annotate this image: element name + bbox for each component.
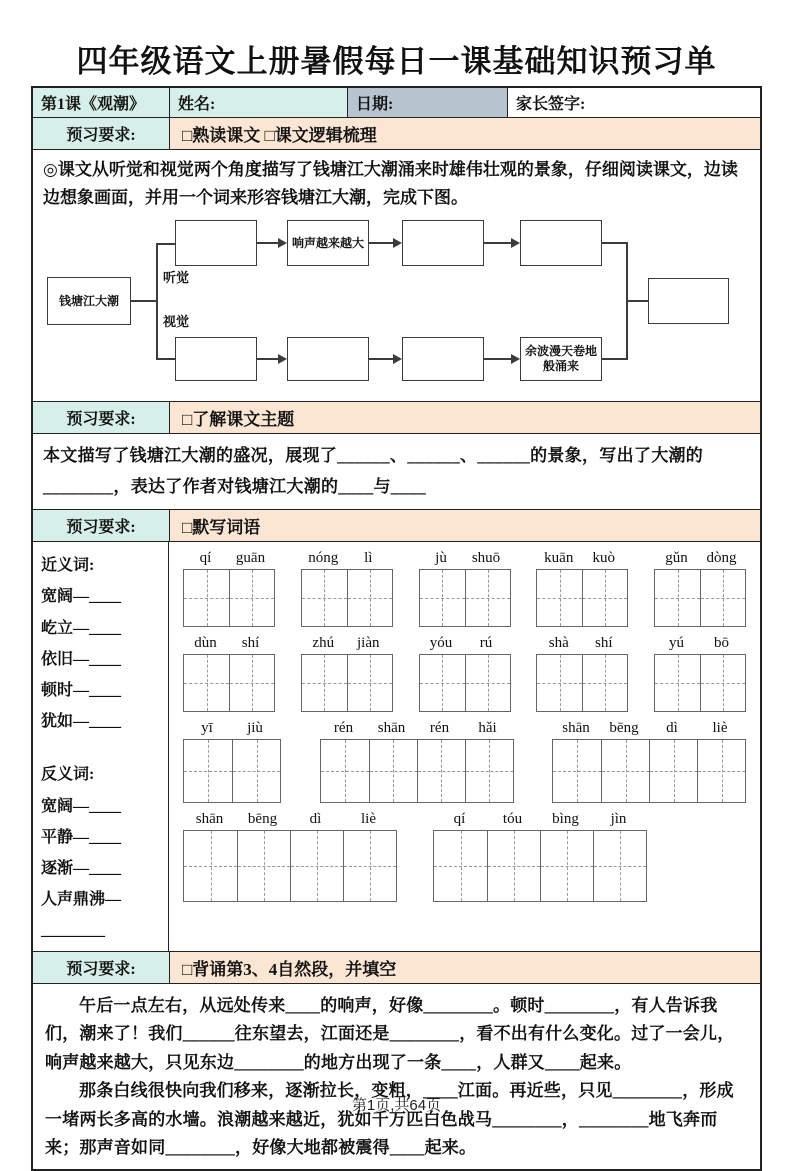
pinyin-syllable: yú: [669, 635, 684, 652]
recite-row: [33, 983, 760, 1169]
pinyin-syllable: dùn: [194, 635, 217, 652]
worksheet-table: [31, 86, 762, 1171]
grid-cell: [302, 570, 347, 626]
grid-cell: [232, 740, 280, 802]
pinyin-label: [301, 635, 393, 654]
pinyin-syllable: shí: [241, 635, 260, 652]
char-grid-box: [301, 654, 393, 712]
synonym-list: [41, 581, 162, 737]
pinyin-syllable: liè: [712, 720, 728, 737]
char-grid-box: [301, 569, 393, 627]
synonym-title: 近义词:: [41, 557, 95, 575]
pinyin-syllable: dòng: [706, 550, 737, 567]
char-grid-box: [419, 569, 511, 627]
pinyin-syllable: lì: [364, 550, 373, 567]
flow-arrow: [369, 358, 394, 360]
word-grid: [169, 542, 760, 950]
connector-line: [131, 300, 156, 302]
grid-cell: [649, 740, 697, 802]
word-block: [183, 635, 275, 712]
parent-sign-field: 家长签字:: [507, 88, 760, 117]
theme-paragraph: 本文描写了钱塘江大潮的盛况，展现了______、______、______的景象，写出了大潮的________，表达了作者对钱塘江大潮的____与____: [33, 434, 760, 509]
char-grid-box: [419, 654, 511, 712]
pinyin-syllable: bō: [714, 635, 729, 652]
antonym-list: [41, 791, 162, 947]
word-block: [320, 720, 514, 803]
req-text-recite: □背诵第3、4自然段，并填空: [169, 952, 760, 983]
pinyin-label: [536, 635, 628, 654]
synonym-item: 宽阔—____: [41, 588, 122, 606]
pinyin-syllable: shà: [548, 635, 569, 652]
char-grid-box: [183, 654, 275, 712]
req-label: 预习要求:: [33, 510, 169, 541]
char-grid-box: [552, 739, 746, 803]
pinyin-syllable: rén: [429, 720, 450, 737]
word-block: [536, 550, 628, 627]
grid-cell: [290, 831, 343, 901]
grid-cell: [465, 655, 510, 711]
diagram-box-empty: [175, 220, 257, 266]
pinyin-syllable: hǎi: [478, 720, 497, 737]
char-grid-box: [183, 739, 281, 803]
antonym-title: 反义词:: [41, 766, 95, 784]
pinyin-label: [552, 720, 746, 739]
req-text-read: □熟读课文 □课文逻辑梳理: [169, 118, 760, 149]
grid-cell: [537, 570, 582, 626]
synonym-item: 顿时—____: [41, 682, 122, 699]
connector-line: [602, 358, 626, 360]
lesson-cell: 第1课《观潮》: [33, 88, 169, 117]
name-field: 姓名:: [169, 88, 347, 117]
char-grid-box: [536, 654, 628, 712]
grid-cell: [343, 831, 396, 901]
grid-cell: [237, 831, 290, 901]
arrow-right-icon: [278, 354, 287, 364]
grid-cell: [184, 740, 232, 802]
word-block: [419, 635, 511, 712]
synonym-item: 犹如—____: [41, 713, 122, 731]
grid-cell: [434, 831, 487, 901]
pinyin-syllable: bēng: [247, 811, 278, 828]
diagram-box-empty: [402, 220, 484, 266]
pinyin-syllable: shān: [377, 720, 406, 737]
grid-cell: [465, 740, 513, 802]
pinyin-syllable: yī: [201, 720, 213, 737]
connector-line: [602, 242, 626, 244]
grid-cell: [601, 740, 649, 802]
grid-cell: [420, 570, 465, 626]
pinyin-syllable: jiàn: [357, 635, 380, 652]
grid-cell: [700, 570, 745, 626]
grid-cell: [537, 655, 582, 711]
char-grid-box: [433, 830, 647, 902]
flow-arrow: [257, 242, 279, 244]
pinyin-syllable: kuān: [544, 550, 574, 567]
diagram-label-vision: 视觉: [163, 314, 190, 330]
page-footer: 第1页,共64页: [351, 1097, 442, 1114]
grid-cell: [465, 570, 510, 626]
pinyin-syllable: shān: [562, 720, 590, 737]
synonym-item: 屹立—____: [41, 619, 122, 637]
requirement-row-3: [33, 509, 760, 541]
pinyin-label: [654, 635, 746, 654]
char-grid-box: [320, 739, 514, 803]
grid-cell: [229, 570, 274, 626]
requirement-row-4: [33, 951, 760, 983]
arrow-right-icon: [393, 238, 402, 248]
flow-diagram: [33, 215, 760, 401]
pinyin-syllable: jù: [435, 550, 447, 567]
connector-line: [156, 243, 175, 245]
grid-cell: [540, 831, 593, 901]
pinyin-syllable: bēng: [609, 720, 639, 737]
pinyin-syllable: rén: [333, 720, 354, 737]
pinyin-syllable: shān: [195, 811, 224, 828]
grid-cell: [655, 570, 700, 626]
pinyin-label: [536, 550, 628, 569]
pinyin-syllable: jiù: [247, 720, 263, 737]
pinyin-syllable: dì: [666, 720, 678, 737]
pinyin-syllable: liè: [361, 811, 376, 828]
flow-arrow: [484, 358, 512, 360]
word-block: [536, 635, 628, 712]
requirement-row-2: [33, 401, 760, 433]
antonym-item: 平静—____: [41, 828, 122, 846]
diagram-box-empty: [402, 337, 484, 381]
word-block: [183, 720, 281, 803]
pinyin-label: [320, 720, 514, 739]
grid-cell: [184, 831, 237, 901]
pinyin-syllable: bìng: [552, 811, 579, 828]
grid-cell: [369, 740, 417, 802]
pinyin-label: [654, 550, 746, 569]
char-grid-box: [536, 569, 628, 627]
theme-row: [33, 433, 760, 509]
diagram-box-empty: [520, 220, 602, 266]
word-block: [301, 635, 393, 712]
char-grid-box: [183, 830, 397, 902]
antonym-item: ________: [41, 922, 105, 940]
grid-cell: [184, 655, 229, 711]
grid-row: [183, 811, 746, 902]
pinyin-syllable: qí: [199, 550, 212, 567]
req-label: 预习要求:: [33, 952, 169, 983]
grid-cell: [700, 655, 745, 711]
pinyin-syllable: nóng: [308, 550, 339, 567]
grid-cell: [417, 740, 465, 802]
pinyin-syllable: yóu: [429, 635, 453, 652]
diagram-box-empty: [287, 337, 369, 381]
grid-row: [183, 550, 746, 627]
flow-arrow: [257, 358, 279, 360]
grid-cell: [697, 740, 745, 802]
date-field: 日期:: [347, 88, 507, 117]
word-block: [183, 550, 275, 627]
recite-paragraph-2: 那条白线很快向我们移来，逐渐拉长，变粗，____江面。再近些，只见________，形成一堵两长多高的水墙。浪潮越来越近，犹如千万匹白色战马________，________地飞奔而来；那声音如同________，好像大地都被震得____起来。: [45, 1081, 734, 1158]
flow-arrow: [369, 242, 394, 244]
diagram-box-sound-louder: 响声越来越大: [287, 220, 369, 266]
grid-cell: [655, 655, 700, 711]
arrow-right-icon: [278, 238, 287, 248]
connector-line: [156, 243, 158, 360]
diagram-box-afterwave: 余波漫天卷地般涌来: [520, 337, 602, 381]
arrow-right-icon: [393, 354, 402, 364]
diagram-box-empty: [175, 337, 257, 381]
char-grid-box: [654, 654, 746, 712]
pinyin-syllable: tóu: [502, 811, 523, 828]
word-block: [552, 720, 746, 803]
pinyin-syllable: gǔn: [665, 550, 688, 567]
antonym-item: 宽阔—____: [41, 797, 122, 815]
pinyin-syllable: rú: [479, 635, 493, 652]
synonym-item: 依旧—____: [41, 650, 122, 668]
pinyin-label: [183, 720, 281, 739]
pinyin-syllable: dì: [309, 811, 322, 828]
grid-cell: [420, 655, 465, 711]
pinyin-syllable: shuō: [471, 550, 501, 567]
word-block: [183, 811, 397, 902]
requirement-row-1: [33, 117, 760, 149]
pinyin-label: [433, 811, 647, 830]
arrow-right-icon: [511, 238, 520, 248]
grid-cell: [593, 831, 646, 901]
char-grid-box: [183, 569, 275, 627]
flow-arrow: [484, 242, 512, 244]
char-grid-box: [654, 569, 746, 627]
grid-cell: [321, 740, 369, 802]
diagram-result-box: [648, 278, 729, 324]
diagram-source-box: 钱塘江大潮: [47, 277, 131, 325]
words-row: [33, 541, 760, 950]
word-block: [433, 811, 647, 902]
grid-cell: [302, 655, 347, 711]
connector-line: [156, 358, 175, 360]
pinyin-label: [419, 550, 511, 569]
grid-cell: [184, 570, 229, 626]
req-text-theme: □了解课文主题: [169, 402, 760, 433]
grid-row: [183, 720, 746, 803]
pinyin-syllable: jìn: [610, 811, 627, 828]
word-block: [301, 550, 393, 627]
req-label: 预习要求:: [33, 402, 169, 433]
pinyin-label: [183, 550, 275, 569]
word-block: [419, 550, 511, 627]
word-block: [654, 550, 746, 627]
antonym-item: 逐渐—____: [41, 859, 122, 877]
grid-cell: [582, 570, 627, 626]
grid-cell: [229, 655, 274, 711]
grid-cell: [347, 655, 392, 711]
req-label: 预习要求:: [33, 118, 169, 149]
intro-paragraph: ◎课文从听觉和视觉两个角度描写了钱塘江大潮涌来时雄伟壮观的景象，仔细阅读课文，边读边想象画面，并用一个词来形容钱塘江大潮，完成下图。: [43, 160, 738, 207]
req-text-dictation: □默写词语: [169, 510, 760, 541]
pinyin-syllable: guān: [235, 550, 266, 567]
pinyin-syllable: kuò: [592, 550, 615, 567]
antonym-item: 人声鼎沸—: [41, 891, 122, 909]
spacer: [41, 737, 162, 759]
pinyin-syllable: qí: [453, 811, 466, 828]
connector-line: [626, 300, 648, 302]
grid-cell: [582, 655, 627, 711]
diagram-label-hearing: 听觉: [163, 270, 190, 286]
header-row: [33, 88, 760, 117]
grid-row: [183, 635, 746, 712]
grid-cell: [553, 740, 601, 802]
grid-cell: [487, 831, 540, 901]
word-block: [654, 635, 746, 712]
pinyin-syllable: zhú: [312, 635, 335, 652]
pinyin-label: [183, 635, 275, 654]
pinyin-label: [301, 550, 393, 569]
recite-section: [33, 984, 760, 1169]
pinyin-label: [419, 635, 511, 654]
pinyin-label: [183, 811, 397, 830]
word-sidebar: [33, 542, 169, 950]
arrow-right-icon: [511, 354, 520, 364]
recite-paragraph-1: 午后一点左右，从远处传来____的响声，好像________。顿时________，有人告诉我们，潮来了！我们______往东望去，江面还是________，看不出有什么变化。过了一会儿，响声越来越大，只见东边________的地方出现了一条____，人群又____起来。: [45, 995, 735, 1072]
page-title: 四年级语文上册暑假每日一课基础知识预习单: [76, 44, 717, 79]
intro-and-diagram-row: [33, 149, 760, 401]
pinyin-syllable: shí: [594, 635, 613, 652]
grid-cell: [347, 570, 392, 626]
